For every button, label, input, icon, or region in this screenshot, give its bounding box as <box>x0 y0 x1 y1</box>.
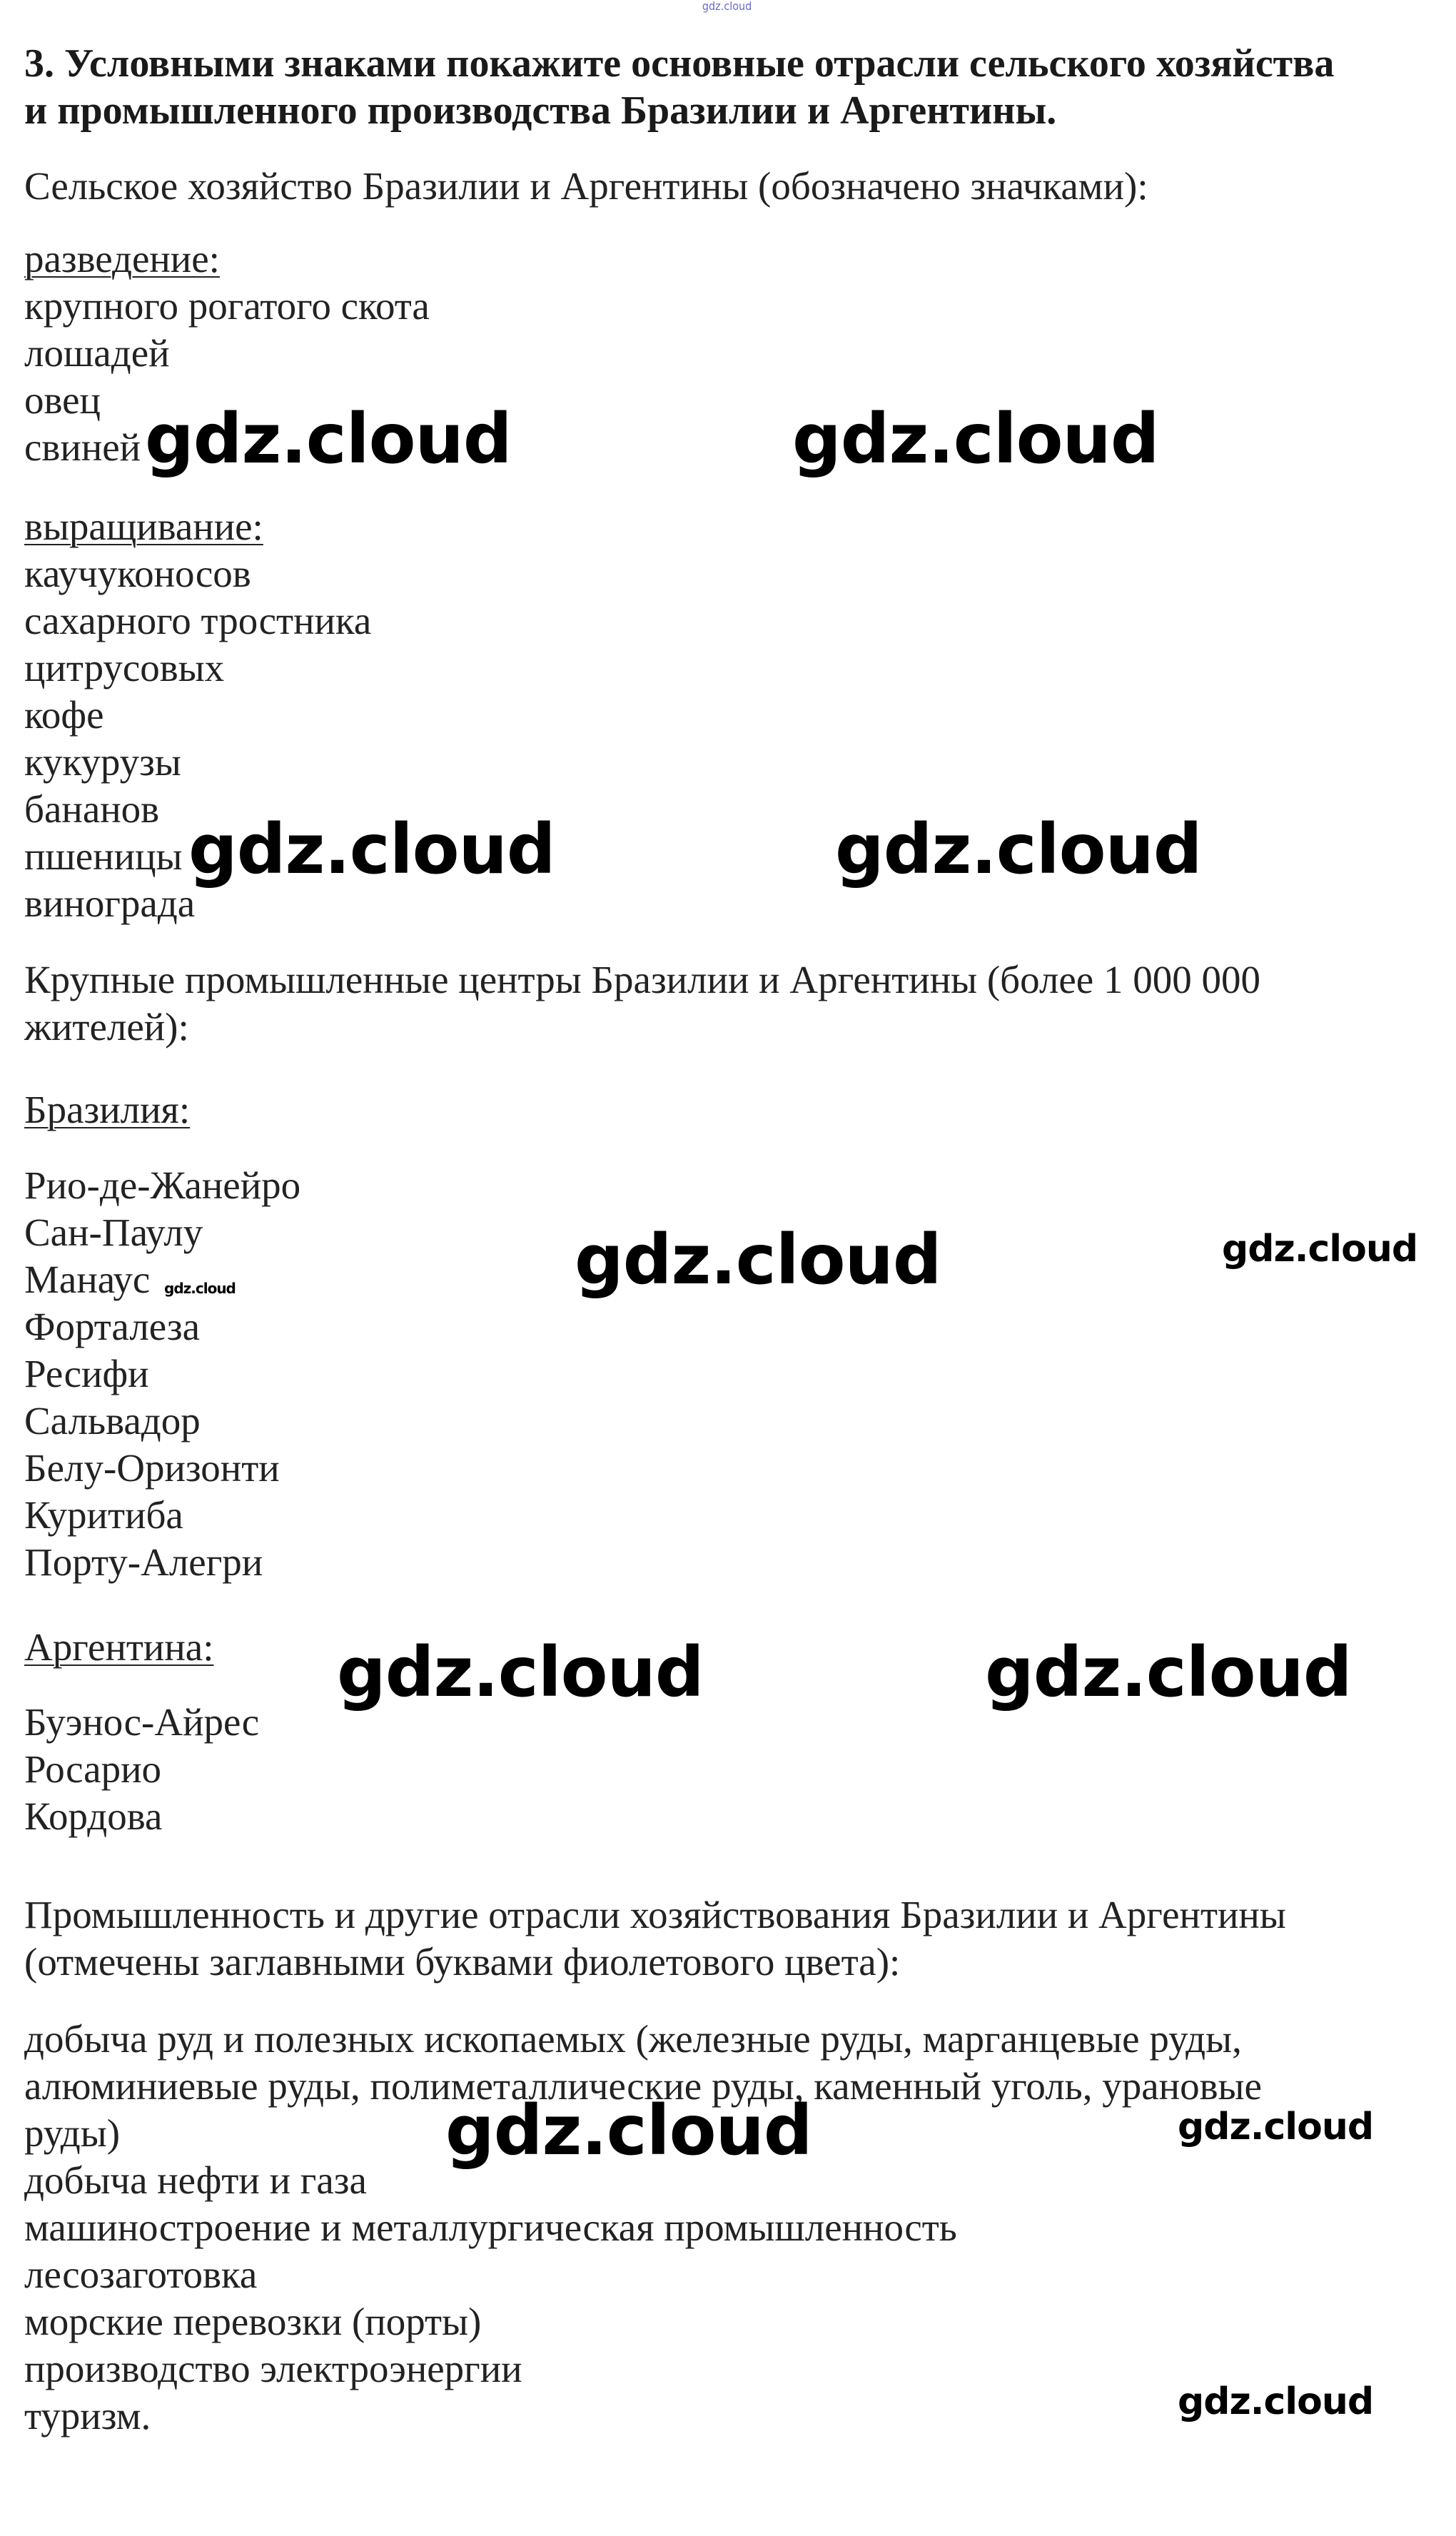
watermark: gdz.cloud <box>1178 2380 1374 2423</box>
watermark: gdz.cloud <box>188 809 555 889</box>
brazil-title: Бразилия: <box>24 1088 191 1131</box>
argentina-city: Росарио <box>24 1747 162 1791</box>
growing-item: винограда <box>24 881 196 925</box>
industry-line: руды) <box>24 2111 121 2155</box>
growing-item: цитрусовых <box>24 646 225 689</box>
watermark: gdz.cloud <box>145 399 512 479</box>
industry-line: лесозаготовка <box>24 2253 258 2296</box>
breeding-item: лошадей <box>24 331 170 375</box>
watermark: gdz.cloud <box>792 399 1159 479</box>
watermark: gdz.cloud <box>835 809 1202 889</box>
centers-intro-line-1: Крупные промышленные центры Бразилии и Аргентины (более 1 000 000 <box>24 958 1260 1001</box>
growing-title: выращивание: <box>24 505 263 548</box>
argentina-title: Аргентина: <box>24 1625 214 1669</box>
brazil-city: Рио-де-Жанейро <box>24 1163 301 1207</box>
breeding-item: овец <box>24 378 101 422</box>
watermark: gdz.cloud <box>164 1280 236 1297</box>
argentina-city: Кордова <box>24 1794 163 1838</box>
watermark: gdz.cloud <box>985 1632 1352 1712</box>
industry-line: туризм. <box>24 2394 151 2438</box>
centers-intro-line-2: жителей): <box>24 1005 189 1049</box>
brazil-city: Сальвадор <box>24 1399 201 1443</box>
industry-intro-line-2: (отмечены заглавными буквами фиолетового цвета): <box>24 1940 901 1984</box>
argentina-city: Буэнос-Айрес <box>24 1700 260 1744</box>
industry-intro-line-1: Промышленность и другие отрасли хозяйствования Бразилии и Аргентины <box>24 1893 1286 1936</box>
brazil-city: Манаус <box>24 1258 151 1301</box>
industry-line: машиностроение и металлургическая промышленность <box>24 2206 957 2249</box>
industry-line: морские перевозки (порты) <box>24 2300 482 2343</box>
growing-item: кофе <box>24 693 104 737</box>
growing-item: бананов <box>24 787 160 831</box>
growing-item: каучуконосов <box>24 552 251 595</box>
task-heading-line-1: 3. Условными знаками покажите основные отрасли сельского хозяйства <box>24 41 1335 86</box>
industry-line: производство электроэнергии <box>24 2347 522 2390</box>
breeding-title: разведение: <box>24 237 220 281</box>
industry-line: добыча руд и полезных ископаемых (железные руды, марганцевые руды, <box>24 2017 1242 2061</box>
brazil-city: Форталеза <box>24 1305 200 1348</box>
industry-line: добыча нефти и газа <box>24 2158 367 2202</box>
watermark: gdz.cloud <box>337 1632 704 1712</box>
brazil-city: Куритиба <box>24 1493 183 1537</box>
breeding-item: свиней <box>24 425 141 469</box>
growing-item: пшеницы <box>24 834 183 878</box>
watermark: gdz.cloud <box>1222 1228 1418 1270</box>
agriculture-intro: Сельское хозяйство Бразилии и Аргентины (обозначено значками): <box>24 164 1148 208</box>
task-heading-line-2: и промышленного производства Бразилии и Аргентины. <box>24 89 1057 133</box>
brazil-city: Ресифи <box>24 1352 149 1395</box>
brazil-city: Порту-Алегри <box>24 1540 263 1584</box>
top-watermark: gdz.cloud <box>702 0 752 13</box>
brazil-city: Сан-Паулу <box>24 1211 203 1254</box>
growing-item: кукурузы <box>24 740 181 784</box>
industry-line: алюминиевые руды, полиметаллические руды, каменный уголь, урановые <box>24 2064 1262 2108</box>
watermark: gdz.cloud <box>1178 2106 1374 2148</box>
breeding-item: крупного рогатого скота <box>24 284 430 328</box>
growing-item: сахарного тростника <box>24 599 372 642</box>
brazil-city: Белу-Оризонти <box>24 1446 280 1490</box>
watermark: gdz.cloud <box>575 1220 941 1300</box>
watermark: gdz.cloud <box>445 2091 812 2171</box>
